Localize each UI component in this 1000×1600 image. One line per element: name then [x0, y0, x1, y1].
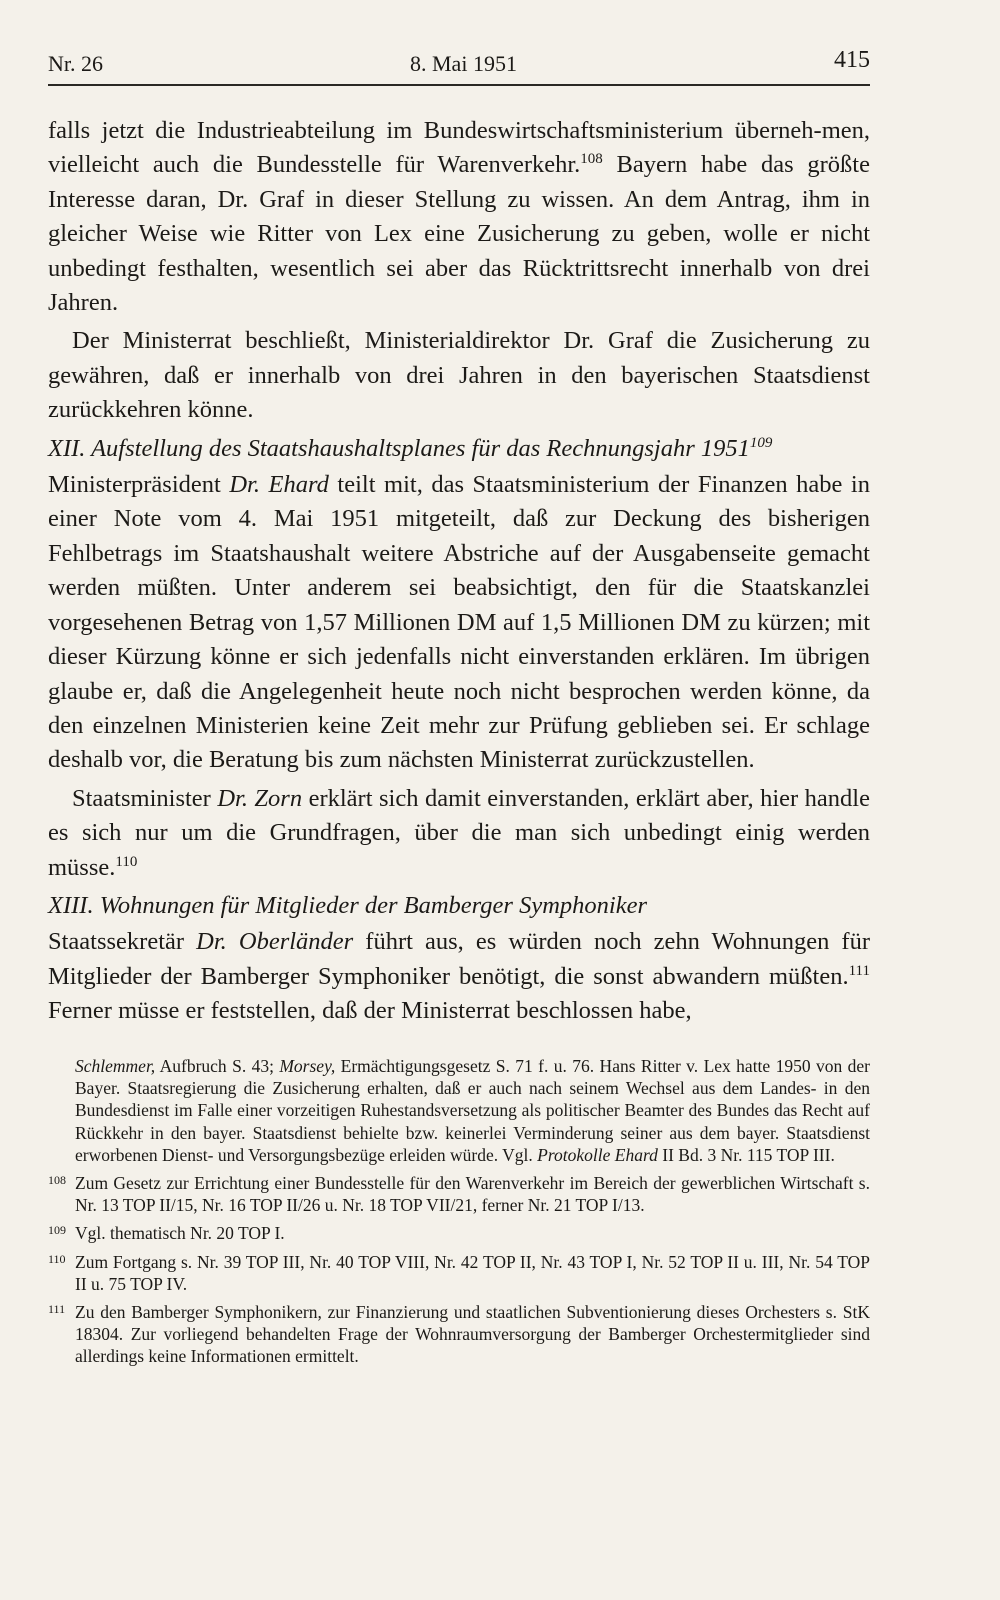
paragraph-text: Ferner müsse er feststellen, daß der Ministerrat beschlossen habe, — [48, 997, 692, 1025]
section-heading-xiii — [48, 889, 870, 923]
heading-text: XIII. Wohnungen für Mitglieder der Bamberger Symphoniker — [48, 891, 647, 919]
paragraph — [48, 324, 870, 427]
paragraph-text: falls jetzt die Industrieabteilung im Bundeswirtschaftsministerium überneh-men, vielleicht auch die Bundesstelle für Warenverkehr. — [48, 117, 870, 179]
footnote-number: 110 — [48, 1251, 66, 1266]
footnote-109 — [48, 1222, 870, 1244]
cited-author: Morsey, — [279, 1056, 336, 1076]
paragraph-text: Staatsminister — [72, 784, 218, 812]
footnote-ref-109[interactable]: 109 — [749, 434, 773, 451]
paragraph — [48, 782, 870, 885]
document-number: Nr. 26 — [48, 51, 103, 76]
footnote-text: Aufbruch S. 43; — [155, 1056, 280, 1076]
header-rule — [48, 84, 870, 86]
speaker-name: Dr. Ehard — [229, 471, 329, 499]
section-heading-xii — [48, 432, 870, 466]
footnote-number: 108 — [48, 1173, 66, 1188]
paragraph-text: Der Ministerrat beschließt, Ministerialdirektor Dr. Graf die Zusicherung zu gewähren, daß er innerhalb von drei Jahren in den bayerischen Staatsdienst zurückkehren könne. — [48, 327, 870, 424]
paragraph — [48, 114, 870, 320]
footnote-108 — [48, 1172, 870, 1216]
running-head — [48, 47, 870, 77]
speaker-name: Dr. Zorn — [217, 784, 303, 812]
speaker-name: Dr. Oberländer — [196, 928, 354, 956]
cited-work: Protokolle Ehard — [537, 1144, 658, 1165]
footnote-number: 111 — [48, 1302, 66, 1317]
cited-author: Schlemmer, — [75, 1056, 156, 1076]
footnote-text: Vgl. thematisch Nr. 20 TOP I. — [75, 1223, 285, 1244]
footnote-text: Zum Fortgang s. Nr. 39 TOP III, Nr. 40 TOP VIII, Nr. 42 TOP II, Nr. 43 TOP I, Nr. 52 TOP II u. III, Nr. 54 TOP II u. 75 TOP IV. — [75, 1251, 870, 1294]
main-text — [48, 114, 870, 1033]
meeting-date: 8. Mai 1951 — [410, 51, 517, 76]
paragraph-text: teilt mit, das Staatsministerium der Finanzen habe in einer Note vom 4. Mai 1951 mitgeteilt, daß zur Deckung des bisherigen Fehlbetrags im Staatshaushalt weitere Abstriche auf der Ausgabenseite gemacht werden müßten. Unter anderem sei beabsichtigt, den für die Staatskanzlei vorgesehenen Betrag von 1,57 Millionen DM auf 1,5 Millionen DM zu kürzen; mit dieser Kürzung könne er sich jedenfalls nicht einverstanden erklären. Im übrigen glaube er, daß die Angelegenheit heute noch nicht besprochen werden könne, da den einzelnen Ministerien keine Zeit mehr zur Prüfung geblieben sei. Er schlage deshalb vor, die Beratung bis zum nächsten Ministerrat zurückzustellen. — [48, 471, 870, 774]
footnotes — [48, 1055, 870, 1374]
paragraph — [48, 925, 870, 1028]
paragraph-text: Ministerpräsident — [48, 471, 230, 499]
footnote-ref-108[interactable]: 108 — [580, 151, 603, 168]
footnote-ref-110[interactable]: 110 — [115, 853, 138, 870]
footnote-ref-111[interactable]: 111 — [848, 962, 870, 979]
paragraph-text: Staatssekretär — [48, 928, 197, 956]
paragraph-text: erklärt sich damit einverstanden, erklärt aber, hier handle es sich nur um die Grundfragen, über die man sich unbedingt einig werden müsse. — [48, 784, 870, 881]
footnote-continued — [48, 1055, 870, 1166]
paragraph — [48, 468, 870, 778]
paragraph-text: führt aus, es würden noch zehn Wohnungen für Mitglieder der Bamberger Symphoniker benötigt, die sonst abwandern müßten. — [48, 928, 870, 990]
footnote-text: Ermächtigungsgesetz S. 71 f. u. 76. Hans Ritter v. Lex hatte 1950 von der Bayer. Staatsregierung die Zusicherung erhalten, daß er auch nach seinem Wechsel aus dem Landes- in den Bundesdienst im Falle einer vorzeitigen Ruhestandsversetzung als politischer Beamter des Bundes das Recht auf Rückkehr in den bayer. Staatsdienst behielte bzw. keinerlei Verminderung seiner aus dem bayer. Staatsdienst erworbenen Dienst- und Versorgungsbezüge erleiden würde. Vgl. — [75, 1056, 870, 1165]
heading-text: XII. Aufstellung des Staatshaushaltsplanes für das Rechnungsjahr 1951 — [48, 434, 750, 462]
footnote-text: II Bd. 3 Nr. 115 TOP III. — [657, 1144, 835, 1165]
footnote-number: 109 — [48, 1223, 66, 1238]
paragraph-text: Bayern habe das größte Interesse daran, Dr. Graf in dieser Stellung zu wissen. An dem Antrag, ihm in gleicher Weise wie Ritter von Lex eine Zusicherung zu geben, wolle er nicht unbedingt festhalten, wesentlich sei aber das Rücktrittsrecht innerhalb von drei Jahren. — [48, 151, 870, 317]
footnote-text: Zum Gesetz zur Errichtung einer Bundesstelle für den Warenverkehr im Bereich der gewerblichen Wirtschaft s. Nr. 13 TOP II/15, Nr. 16 TOP II/26 u. Nr. 18 TOP VII/21, ferner Nr. 21 TOP I/13. — [75, 1173, 870, 1216]
footnote-110 — [48, 1251, 870, 1295]
document-page — [48, 0, 870, 1600]
footnote-111 — [48, 1301, 870, 1368]
footnote-text: Zu den Bamberger Symphonikern, zur Finanzierung und staatlichen Subventionierung dieses Orchesters s. StK 18304. Zur vorliegend behandelten Frage der Wohnraumversorgung der Bamberger Orchestermitglieder sind allerdings keine Informationen ermittelt. — [75, 1302, 870, 1367]
page-number: 415 — [834, 47, 870, 73]
